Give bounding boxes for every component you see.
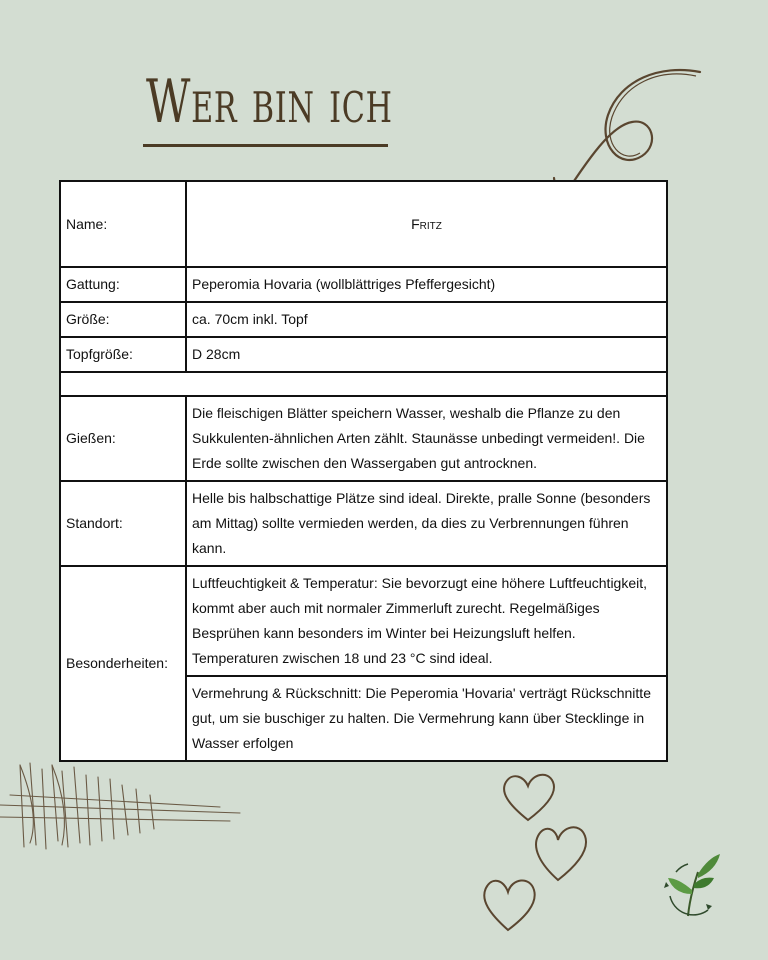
- name-value: Fritz: [186, 181, 667, 267]
- giessen-value: Die fleischigen Blätter speichern Wasser, weshalb die Pflanze zu den Sukkulenten-ähnlichen Arten zählt. Staunässe unbedingt vermeiden!. Die Erde sollte zwischen den Wassergaben gut antrocknen.: [186, 396, 667, 481]
- table-row-besonderheiten-1: [60, 566, 667, 676]
- topfgroesse-label: Topfgröße:: [60, 337, 186, 372]
- name-label: Name:: [60, 181, 186, 267]
- groesse-label: Größe:: [60, 302, 186, 337]
- groesse-value: ca. 70cm inkl. Topf: [186, 302, 667, 337]
- page-title: Wer bin ich: [146, 67, 393, 137]
- table-row-giessen: [60, 396, 667, 481]
- giessen-label: Gießen:: [60, 396, 186, 481]
- standort-value: Helle bis halbschattige Plätze sind ideal. Direkte, pralle Sonne (besonders am Mittag) sollte vermieden werden, da dies zu Verbrennungen führen kann.: [186, 481, 667, 566]
- plant-cycle-icon: [658, 852, 726, 922]
- standort-label: Standort:: [60, 481, 186, 566]
- heart-icon: [478, 872, 540, 934]
- besonderheiten-value-1: Luftfeuchtigkeit & Temperatur: Sie bevorzugt eine höhere Luftfeuchtigkeit, kommt aber auch mit normaler Zimmerluft zurecht. Regelmäßiges Besprühen kann besonders im Winter bei Heizungsluft helfen. Temperaturen zwischen 18 und 23 °C sind ideal.: [186, 566, 667, 676]
- table-row-standort: [60, 481, 667, 566]
- table-row-groesse: [60, 302, 667, 337]
- spacer-cell: [60, 372, 667, 396]
- table-row-spacer: [60, 372, 667, 396]
- scribble-lines-icon: [0, 755, 250, 855]
- gattung-label: Gattung:: [60, 267, 186, 302]
- table-row-name: [60, 181, 667, 267]
- title-underline: [143, 144, 388, 147]
- topfgroesse-value: D 28cm: [186, 337, 667, 372]
- table-row-gattung: [60, 267, 667, 302]
- besonderheiten-label: Besonderheiten:: [60, 566, 186, 761]
- table-row-topfgroesse: [60, 337, 667, 372]
- heart-icon: [498, 770, 558, 825]
- profile-table: [59, 180, 668, 762]
- besonderheiten-value-2: Vermehrung & Rückschnitt: Die Peperomia 'Hovaria' verträgt Rückschnitte gut, um sie buschiger zu halten. Die Vermehrung kann über Stecklinge in Wasser erfolgen: [186, 676, 667, 761]
- gattung-value: Peperomia Hovaria (wollblättriges Pfeffergesicht): [186, 267, 667, 302]
